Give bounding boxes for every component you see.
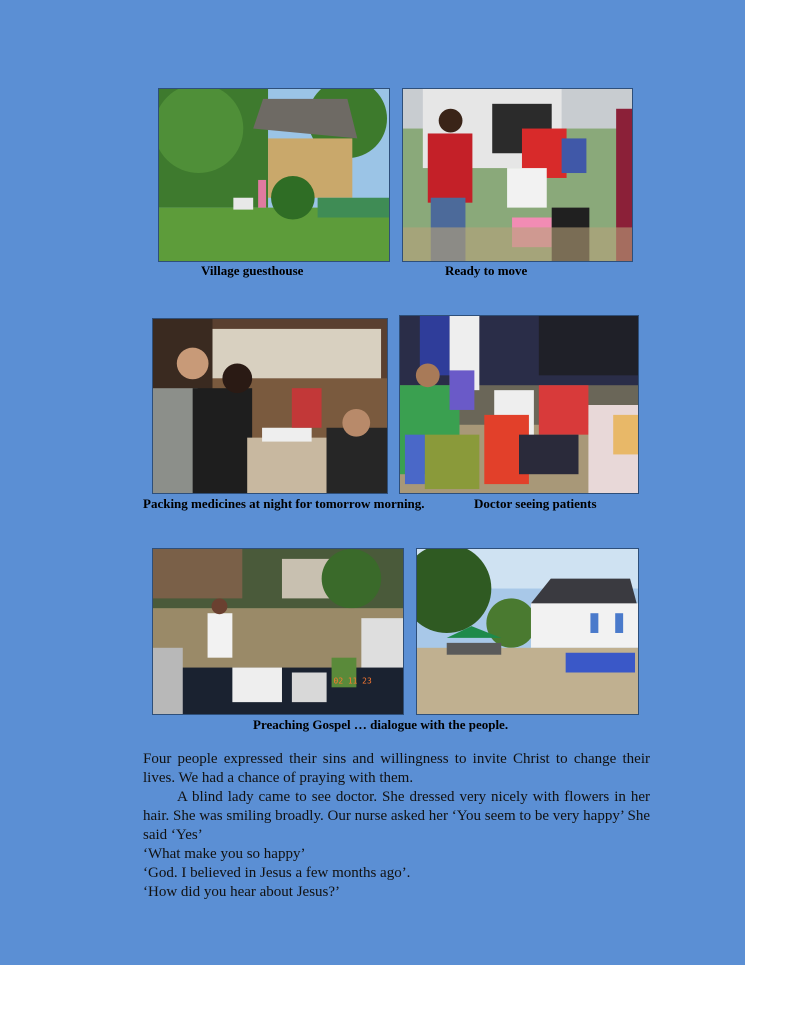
caption-ready-to-move: Ready to move xyxy=(445,263,528,278)
body-text xyxy=(143,750,650,902)
photo-village-guesthouse xyxy=(158,88,390,262)
caption-doctor-seeing-patients: Doctor seeing patients xyxy=(474,496,597,511)
photo-date-stamp: 02 11 23 xyxy=(333,676,372,686)
paragraph-repentance: Four people expressed their sins and willingness to invite Christ to change their lives. We had a chance of praying with them. xyxy=(143,751,650,786)
caption-packing-medicines: Packing medicines at night for tomorrow morning. xyxy=(143,496,425,511)
dialogue-line-1: ‘What make you so happy’ xyxy=(143,846,306,862)
photo-preaching-right xyxy=(416,548,639,715)
photo-packing-medicines xyxy=(152,318,388,494)
dialogue-line-3: ‘How did you hear about Jesus?’ xyxy=(143,884,341,900)
paragraph-blind-lady: A blind lady came to see doctor. She dressed very nicely with flowers in her hair. She was smiling broadly. Our nurse asked her ‘You seem to be very happy’ She said ‘Yes’ xyxy=(143,789,650,843)
photo-ready-to-move xyxy=(402,88,633,262)
caption-preaching-gospel: Preaching Gospel … dialogue with the people. xyxy=(253,717,509,732)
photo-doctor-seeing-patients xyxy=(399,315,639,494)
caption-village-guesthouse: Village guesthouse xyxy=(201,263,304,278)
photo-preaching-left xyxy=(152,548,404,715)
dialogue-line-2: ‘God. I believed in Jesus a few months ago’. xyxy=(143,865,411,881)
